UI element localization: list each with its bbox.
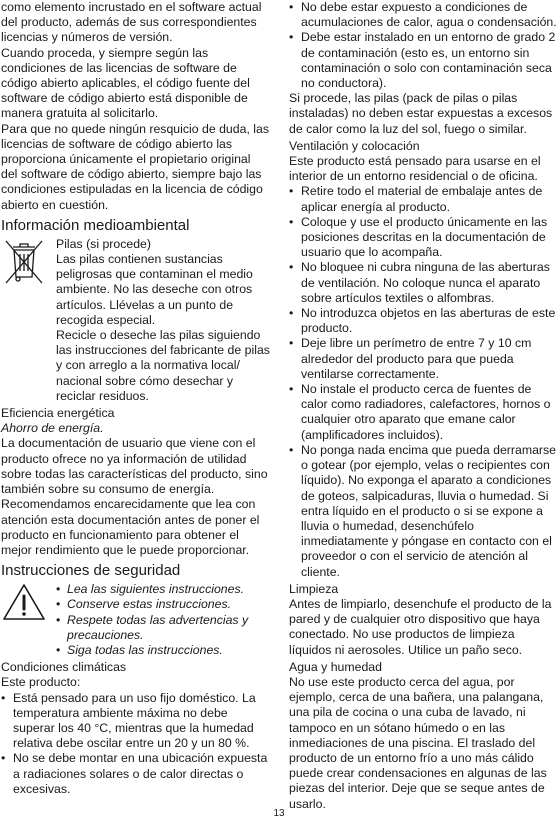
ventilation-item: • No introduzca objetos en las aberturas de este producto. (289, 306, 557, 336)
safety-heading: Instrucciones de seguridad (1, 562, 181, 580)
climate-item: • Debe estar instalado en un entorno de grado 2 de contaminación (esto es, un entorno sin contaminación o solo con contaminación seca no conductora). (289, 30, 557, 91)
ventilation-item: • Deje libre un perímetro de entre 7 y 10 cm alrededor del producto para que pueda ventilarse correctamente. (289, 336, 557, 382)
batteries-section (1, 237, 270, 404)
safety-item: • Siga todas las instrucciones. (56, 643, 270, 658)
ventilation-item: • Retire todo el material de embalaje antes de aplicar energía al producto. (289, 184, 557, 214)
energy-paragraph: La documentación de usuario que viene con el producto ofrece no ya información de utilidad sobre todas las características del producto, sino también sobre su consumo de energía. (1, 436, 268, 497)
cleaning-paragraph: Antes de limpiarlo, desenchufe el producto de la pared y de cualquier otro dispositivo que haya conectado. No use productos de limpieza líquidos ni aerosoles. Utilice un paño seco. (289, 596, 552, 657)
climate-heading: Condiciones climáticas (1, 660, 127, 675)
safety-section (1, 582, 270, 658)
climate-intro: Este producto: (1, 675, 81, 690)
ventilation-intro: Este producto está pensado para usarse en el interior de un entorno residencial o de oficina. (289, 154, 541, 184)
ventilation-item: • Coloque y use el producto únicamente en las posiciones descritas en la documentación de usuario que lo acompaña. (289, 215, 557, 261)
ventilation-heading: Ventilación y colocación (289, 138, 420, 153)
energy-paragraph: Recomendamos encarecidamente que lea con atención esta documentación antes de poner el producto en funcionamiento para obtener el mejor rendimiento que le puede proporcionar. (1, 497, 260, 557)
safety-item: • Respete todas las advertencias y precauciones. (56, 613, 270, 643)
warning-triangle-icon (1, 582, 47, 622)
intro-paragraph: como elemento incrustado en el software actual del producto, además de sus correspondientes licencias y números de versión. (1, 0, 262, 45)
climate-item: • No se debe montar en una ubicación expuesta a radiaciones solares o de calor directas o excesivas. (1, 751, 270, 797)
ventilation-item: • No bloquee ni cubra ninguna de las aberturas de ventilación. No coloque nunca el aparato sobre artículos textiles o alfombras. (289, 260, 557, 306)
crossed-out-wheelie-bin-icon (1, 237, 47, 285)
intro-paragraph: Cuando proceda, y siempre según las condiciones de las licencias de software de código abierto aplicables, el código fuente del software de código abierto está disponible de manera gratuita al solicitarlo. (1, 45, 250, 121)
energy-subheading: Ahorro de energía. (1, 421, 104, 436)
page-number: 13 (273, 808, 285, 819)
energy-heading: Eficiencia energética (1, 406, 115, 421)
water-paragraph: No use este producto cerca del agua, por ejemplo, cerca de una bañera, una palangana, una pila de cocina o una cuba de lavado, ni tampoco en un sótano húmedo o en las inmediaciones de una piscina. El traslado del producto de un entorno frío a uno más cálido puede crear condensaciones en algunas de las piezas del interior. Deje que se seque antes de usarlo. (289, 674, 547, 811)
climate-item: • Está pensado para un uso fijo doméstico. La temperatura ambiente máxima no debe superar los 40 °C, mientras que la humedad relativa debe oscilar entre un 20 y un 80 %. (1, 691, 270, 752)
climate-note: Si procede, las pilas (pack de pilas o pilas instaladas) no deben estar expuestas a excesos de calor como la luz del sol, fuego o similar. (289, 91, 553, 136)
safety-item: • Lea las siguientes instrucciones. (56, 582, 270, 597)
left-column (1, 0, 270, 797)
safety-item: • Conserve estas instrucciones. (56, 597, 270, 612)
batteries-heading: Pilas (si procede) (56, 236, 151, 251)
batteries-paragraph: Recicle o deseche las pilas siguiendo las instrucciones del fabricante de pilas y con arreglo a la normativa local/ nacional sobre cómo desechar y reciclar residuos. (56, 328, 270, 403)
env-heading: Información medioambiental (1, 216, 190, 234)
water-heading: Agua y humedad (289, 659, 382, 674)
ventilation-item: • No ponga nada encima que pueda derramarse o gotear (por ejemplo, velas o recipientes con líquido). No exponga el aparato a condiciones de goteos, salpicaduras, lluvia o humedad. Si entra líquido en el producto o si se expone a lluvia o humedad, desenchúfelo inmediatamente y póngase en contacto con el proveedor o con el servicio de atención al cliente. (289, 443, 557, 580)
climate-item: • No debe estar expuesto a condiciones de acumulaciones de calor, agua o condensación. (289, 0, 557, 30)
cleaning-heading: Limpieza (289, 581, 339, 596)
batteries-paragraph: Las pilas contienen sustancias peligrosas que contaminan el medio ambiente. No las deseche con otros artículos. Llévelas a un punto de recogida especial. (56, 252, 253, 327)
ventilation-item: • No instale el producto cerca de fuentes de calor como radiadores, calefactores, hornos o cualquier otro aparato que emane calor (amplificadores incluidos). (289, 382, 557, 443)
right-column (289, 0, 557, 812)
intro-paragraph: Para que no quede ningún resquicio de duda, las licencias de software de código abierto las proporciona únicamente el propietario original del software de código abierto, siempre bajo las condiciones estipuladas en la licencia de código abierto en cuestión. (1, 121, 270, 212)
